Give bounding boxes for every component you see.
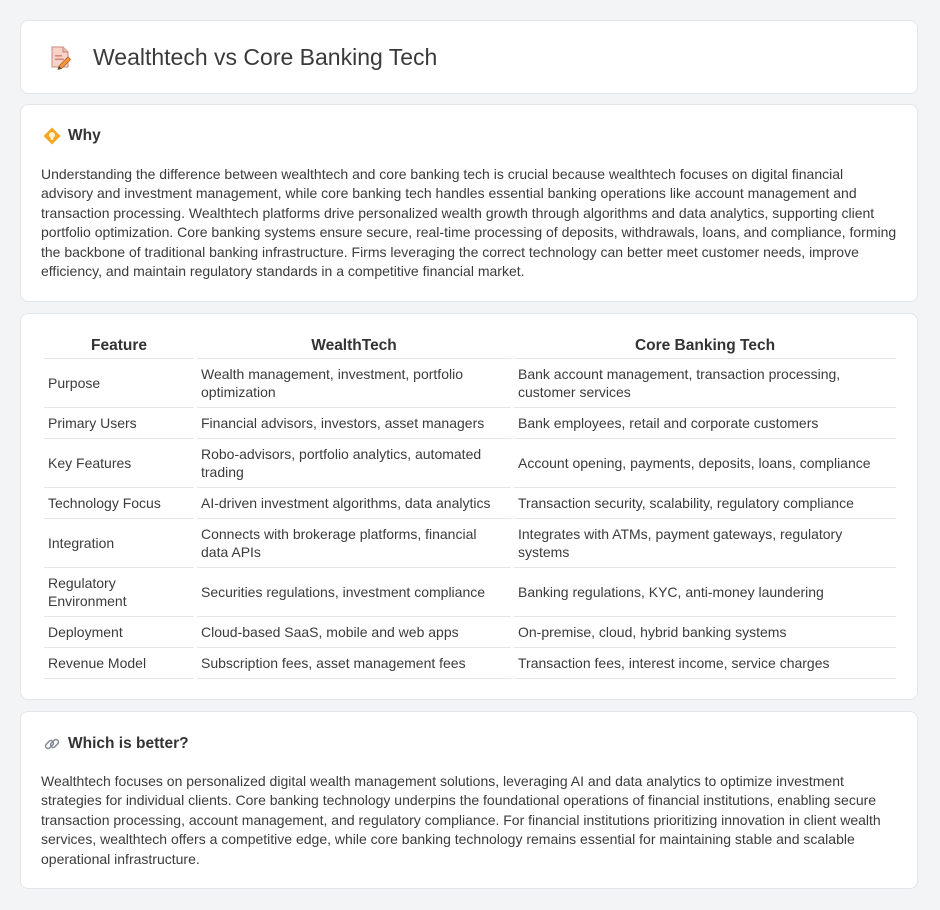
feature-cell: Primary Users	[44, 408, 194, 439]
which-is-better-section	[20, 711, 918, 889]
table-row	[44, 439, 896, 488]
page-title: Wealthtech vs Core Banking Tech	[93, 43, 438, 70]
table-row	[44, 408, 896, 439]
feature-cell: Key Features	[44, 439, 194, 488]
core-banking-cell: Transaction security, scalability, regulatory compliance	[514, 488, 896, 519]
table-row	[44, 648, 896, 679]
document-pencil-icon	[47, 44, 73, 70]
feature-cell: Revenue Model	[44, 648, 194, 679]
wealthtech-cell: Robo-advisors, portfolio analytics, automated trading	[197, 439, 511, 488]
lightbulb-diamond-icon	[43, 127, 61, 145]
comparison-table	[41, 334, 899, 679]
table-row	[44, 568, 896, 617]
link-icon	[43, 735, 61, 753]
header-wealthtech: WealthTech	[197, 334, 511, 359]
table-row	[44, 617, 896, 648]
core-banking-cell: Banking regulations, KYC, anti-money laundering	[514, 568, 896, 617]
why-text: Understanding the difference between wealthtech and core banking tech is crucial because wealthtech focuses on digital financial advisory and investment management, while core banking tech handles essential banking operations like account management and transaction processing. Wealthtech platforms drive personalized wealth growth through algorithms and data analytics, supporting client portfolio optimization. Core banking systems ensure secure, real-time processing of deposits, withdrawals, loans, and compliance, forming the backbone of traditional banking infrastructure. Firms leveraging the correct technology can better meet customer needs, improve efficiency, and maintain regulatory standards in a competitive financial market.	[41, 166, 897, 280]
feature-cell: Deployment	[44, 617, 194, 648]
table-row	[44, 488, 896, 519]
wealthtech-cell: Financial advisors, investors, asset managers	[197, 408, 511, 439]
core-banking-cell: Bank employees, retail and corporate customers	[514, 408, 896, 439]
core-banking-cell: On-premise, cloud, hybrid banking systems	[514, 617, 896, 648]
core-banking-cell: Transaction fees, interest income, service charges	[514, 648, 896, 679]
header-core-banking: Core Banking Tech	[514, 334, 896, 359]
why-heading-row	[43, 127, 101, 145]
why-heading: Why	[68, 127, 101, 144]
table-header-row	[44, 334, 896, 359]
table-row	[44, 359, 896, 408]
wealthtech-cell: Connects with brokerage platforms, financial data APIs	[197, 519, 511, 568]
better-heading-row	[43, 735, 189, 753]
core-banking-cell: Integrates with ATMs, payment gateways, regulatory systems	[514, 519, 896, 568]
table-row	[44, 519, 896, 568]
wealthtech-cell: Wealth management, investment, portfolio optimization	[197, 359, 511, 408]
title-card	[20, 20, 918, 94]
why-section	[20, 104, 918, 302]
feature-cell: Purpose	[44, 359, 194, 408]
core-banking-cell: Bank account management, transaction processing, customer services	[514, 359, 896, 408]
feature-cell: Technology Focus	[44, 488, 194, 519]
wealthtech-cell: Subscription fees, asset management fees	[197, 648, 511, 679]
wealthtech-cell: Securities regulations, investment compliance	[197, 568, 511, 617]
better-text: Wealthtech focuses on personalized digital wealth management solutions, leveraging AI and data analytics to optimize investment strategies for individual clients. Core banking technology underpins the foundational operations of financial institutions, enabling secure transaction processing, account management, and regulatory compliance. For financial institutions prioritizing innovation in client wealth services, wealthtech offers a competitive edge, while core banking technology remains essential for maintaining stable and scalable operational infrastructure.	[41, 773, 881, 867]
core-banking-cell: Account opening, payments, deposits, loans, compliance	[514, 439, 896, 488]
header-feature: Feature	[44, 334, 194, 359]
wealthtech-cell: Cloud-based SaaS, mobile and web apps	[197, 617, 511, 648]
feature-cell: Regulatory Environment	[44, 568, 194, 617]
better-heading: Which is better?	[68, 735, 189, 752]
comparison-section	[20, 313, 918, 700]
feature-cell: Integration	[44, 519, 194, 568]
wealthtech-cell: AI-driven investment algorithms, data analytics	[197, 488, 511, 519]
